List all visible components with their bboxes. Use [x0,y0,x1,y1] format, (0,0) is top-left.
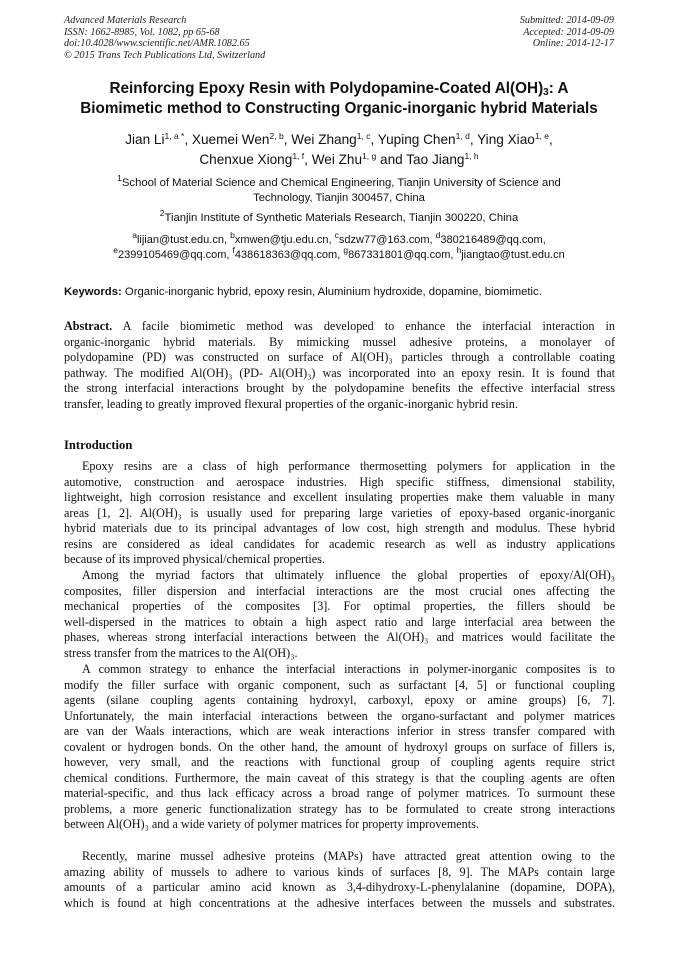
author-name: Tao Jiang [406,151,465,167]
title-line-1 [50,79,628,99]
body-line: Epoxy resins are a class of high performance thermosetting polymers for application in the [82,459,615,473]
affiliation-2 [64,208,614,226]
email-marker: g [343,245,349,255]
author-list [44,130,634,169]
intro-paragraph-3 [64,662,615,833]
email-marker: d [435,230,441,240]
author-name: Xuemei Wen [191,132,270,147]
body-line: resins are considered as ideal candidates for academic research as well as industry applications [64,536,615,551]
body-line: covalent or hydrogen bonds. On the other hand, the amount of hydroxyl groups on surface of fillers is, [64,739,615,754]
body-line: material-specific, and thus lack efficacy across a broad range of polymer matrices. To surmount these [64,786,615,801]
email-marker: f [232,245,235,255]
abstract-line: transfer, leading to greatly improved flexural properties of the organic-inorganic hybrid resin. [64,396,518,411]
intro-paragraph-4 [64,849,615,911]
email-link[interactable]: sdzw77@163.com, [338,234,433,246]
intro-paragraph-2 [64,568,615,661]
body-line: automotive, construction and aerospace industries. High specific stiffness, dimensional stability, [64,474,615,489]
body-line: Recently, marine mussel adhesive proteins (MAPs) have attracted great attention owing to the [82,849,615,863]
author-affiliation: 1, a * [164,131,185,141]
abstract-line: polydopamine (PD) was constructed on surface of Al(OH)₃ particles through a controllable coating [64,350,615,365]
affiliation-marker: 1 [117,173,122,183]
journal-name: Advanced Materials Research [64,15,187,26]
author-affiliation: 1, c [356,131,371,141]
body-line: amazing ability of mussels to adhere to various kinds of surfaces [8, 9]. The MAPs contain large [64,864,615,879]
abstract-line [64,319,615,335]
author-name: Chenxue Xiong [199,151,293,167]
body-line: agents (silane coupling agents containing hydroxyl, carboxyl, epoxy or amine groups) [6, 7]. [64,693,615,708]
body-line: composites, filler dispersion and interfacial interactions are the most crucial ones affecting the [64,583,615,598]
author-name: Yuping Chen [377,132,456,147]
affiliation-text: School of Material Science and Chemical Engineering, Tianjin University of Science and [121,177,561,189]
doi: doi:10.4028/www.scientific.net/AMR.1082.65 [64,38,250,50]
body-line: amounts of a particular amino acid known as 3,4-dihydroxy-L-phenylalanine (dopamine, DOPA), [64,880,615,895]
keywords-label: Keywords: [64,286,122,298]
author-name: Wei Zhang [291,132,357,147]
title-line-2: Biomimetic method to Constructing Organic-inorganic hybrid Materials [80,100,598,117]
body-line: which is found at high concentrations at the adhesive interfaces between the mussels and substrates. [64,895,615,910]
body-line: Unfortunately, the main interfacial interactions between the organo-surfactant and polymer matrices [64,708,615,723]
affiliation-text: Technology, Tianjin 300457, China [253,192,425,204]
author-affiliation: 2, b [269,131,284,141]
keywords-text: Organic-inorganic hybrid, epoxy resin, Aluminium hydroxide, dopamine, biomimetic. [124,286,542,298]
email-marker: c [334,230,339,240]
body-line: because of its improved physical/chemical properties. [64,552,325,567]
title-subscript: 3 [543,87,549,98]
section-heading-introduction: Introduction [64,438,133,452]
publication-dates [520,15,614,50]
email-link[interactable]: jiangtao@tust.edu.cn [461,249,565,261]
email-link[interactable]: xmwen@tju.edu.cn, [234,234,332,246]
issn-volume: ISSN: 1662-8985, Vol. 1082, pp 65-68 [64,26,220,38]
author-line-1: Jian $Li^{1, a *}$, Xuemei Wen$^{2, b}$, Wei Zhang$^{1, c}$, Yuping Chen$^{1, d}$, Ying Xiao$^{1, e}$, [125,131,553,147]
email-link[interactable]: 380216489@qq.com, [440,234,546,246]
abstract-text: A facile biomimetic method was developed to enhance the interfacial interaction in [122,319,615,333]
body-line: chemical conditions. Furthermore, the main caveat of this strategy is that the coupling agents are often [64,770,615,785]
body-line: lightweight, high corrosion resistance and excellent insulating properties make them valuable in many [64,490,615,505]
affiliation-text: Tianjin Institute of Synthetic Materials Research, Tianjin 300220, China [164,212,519,224]
body-line: Among the myriad factors that ultimately influence the global properties of epoxy/Al(OH)₃ [82,568,615,582]
email-link[interactable]: 2399105469@qq.com, [117,249,230,261]
body-line: areas [1, 2]. Al(OH)₃ is usually used for preparing large varieties of epoxy-based organic-inorganic [64,505,615,520]
author-name: Ying Xiao [477,132,535,147]
body-line: stress transfer from the matrices to the Al(OH)₃. [64,645,298,660]
email-link[interactable]: lijian@tust.edu.cn, [136,234,228,246]
author-affiliation: 1, g [362,150,377,161]
author-name: Wei Zhu [311,151,363,167]
author-affiliation: 1, h [464,150,479,161]
journal-info [64,15,265,61]
body-line: between Al(OH)₃ and a wide variety of polymer matrices for property improvements. [64,817,479,832]
body-line: modify the filler surface with organic component, such as surfactant [4, 5] or functional coupling [64,677,615,692]
body-line: hybrid materials due to its principal advantages of low cost, high strength and modulus. These hybrid [64,521,615,536]
author-line-2: Chenxue Xiong$^{1, f}$, Wei Zhu$^{1, g}$ and Tao Jiang$^{1, h}$ [199,150,479,167]
email-marker: e [113,245,118,255]
body-line: well-dispersed in the matrices to obtain a high aspect ratio and large interfacial area between the [64,614,615,629]
accepted-date: Accepted: 2014-09-09 [523,26,614,38]
abstract [64,319,615,412]
body-line: phases, whereas strong interfacial interactions between the Al(OH)₃ and matrices would facilitate the [64,630,615,645]
affiliation-1 [64,173,614,206]
email-link[interactable]: 867331801@qq.com, [348,249,454,261]
abstract-line: the strong interfacial interactions brought by the polydopamine benefits the effective interfacial stress [64,381,615,396]
abstract-line: organic-inorganic hybrid materials. By mimicking mussel adhesive proteins, a monolayer of [64,334,615,349]
body-line: are van der Waals interactions, which are weak interactions inferior in stress transfer compared with [64,724,615,739]
paper-title [50,79,628,119]
title-text: : A [548,80,569,97]
abstract-label: Abstract. [64,319,113,333]
abstract-line: pathway. The modified Al(OH)₃ (PD- Al(OH)₃) was incorporated into an epoxy resin. It is found that [64,365,615,380]
email-marker: h [456,245,462,255]
intro-paragraph-1 [64,459,615,568]
keywords [64,285,624,299]
author-emails [56,230,622,263]
author-affiliation: 1, f [292,150,305,161]
body-line: A common strategy to enhance the interfacial interactions in polymer-inorganic composites is to [82,662,615,676]
body-line: problems, a more generic functionalization strategy has to be formulated to create strong interactions [64,801,615,816]
author-name: Jian Li [125,132,165,147]
submitted-date: Submitted: 2014-09-09 [519,15,614,26]
email-marker: a [132,230,137,240]
copyright: © 2015 Trans Tech Publications Ltd, Switzerland [64,49,266,61]
body-line: however, very small, and the reactions with functional group of coupling agents require strict [64,755,615,770]
author-affiliation: 1, e [534,131,549,141]
online-date: Online: 2014-12-17 [532,38,614,50]
email-link[interactable]: 438618363@qq.com, [234,249,341,261]
email-marker: b [230,230,235,240]
author-affiliation: 1, d [455,131,470,141]
title-text: Reinforcing Epoxy Resin with Polydopamine-Coated Al(OH) [109,80,544,97]
affiliation-marker: 2 [159,208,165,218]
body-line: mechanical properties of the composites [3]. For optimal properties, the fillers should be [64,599,615,614]
